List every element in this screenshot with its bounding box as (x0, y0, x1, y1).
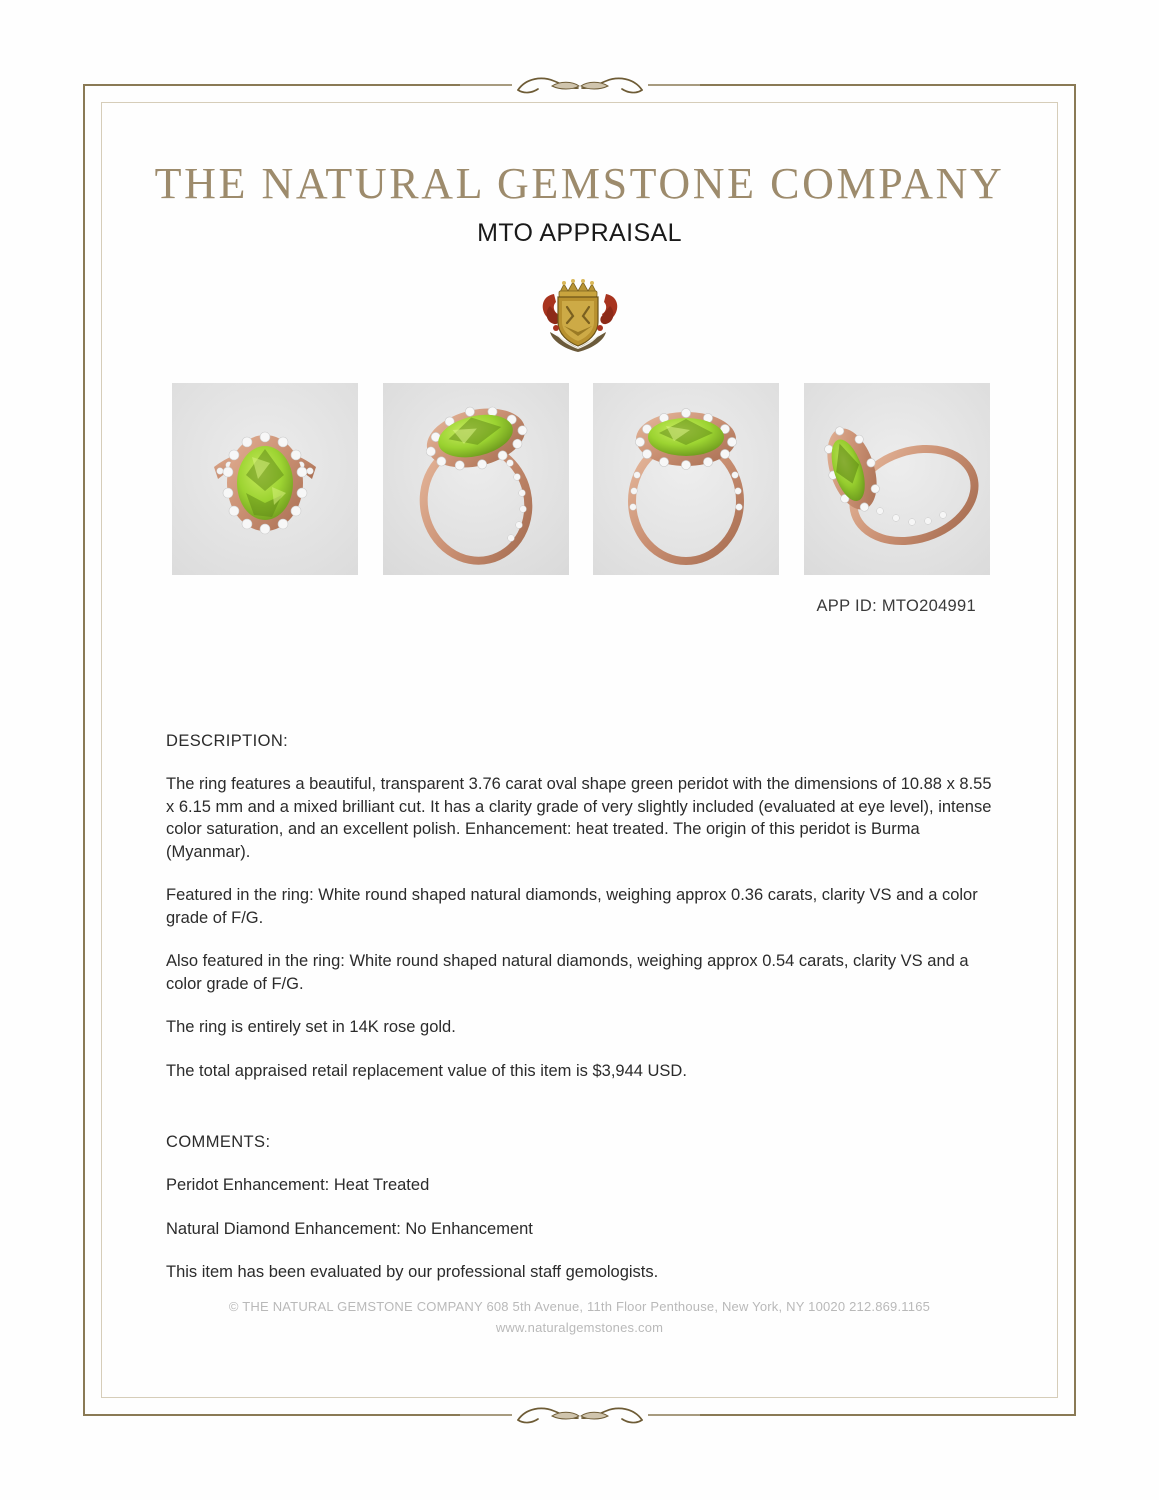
heraldic-crest-icon (534, 276, 626, 354)
appraisal-body (166, 732, 994, 1284)
description-heading: DESCRIPTION: (166, 732, 289, 750)
description-paragraph-gemstone: The ring features a beautiful, transparent 3.76 carat oval shape green peridot with the dimensions of 10.88 x 8.55 x 6.15 mm and a mixed brilliant cut. It has a clarity grade of very slightly included (evaluated at eye level), intense color saturation, and an excellent polish. Enhancement: heat treated. The origin of this peridot is Burma (Myanmar). (166, 775, 992, 861)
ring-top-view-illustration (172, 383, 358, 575)
ring-side-view-illustration (804, 383, 990, 575)
comment-evaluation-note: This item has been evaluated by our professional staff gemologists. (166, 1263, 659, 1281)
comments-heading: COMMENTS: (166, 1133, 271, 1151)
flourish-ornament-icon (460, 1398, 700, 1432)
product-photo-strip (172, 383, 990, 575)
flourish-ornament-icon (460, 68, 700, 102)
description-paragraph-diamonds-secondary: Also featured in the ring: White round shaped natural diamonds, weighing approx 0.54 carats, clarity VS and a color grade of F/G. (166, 952, 969, 993)
comment-peridot-enhancement: Peridot Enhancement: Heat Treated (166, 1176, 430, 1194)
description-paragraph-diamonds-primary: Featured in the ring: White round shaped natural diamonds, weighing approx 0.36 carats, clarity VS and a color grade of F/G. (166, 886, 978, 927)
ring-top-view-photo[interactable] (172, 383, 358, 575)
document-type-title: MTO APPRAISAL (477, 219, 682, 247)
flourish-ornament-top (460, 68, 700, 102)
footer-address-line: © THE NATURAL GEMSTONE COMPANY 608 5th Avenue, 11th Floor Penthouse, New York, NY 10020 212.869.1165 (228, 1299, 931, 1314)
comment-diamond-enhancement: Natural Diamond Enhancement: No Enhancement (166, 1219, 533, 1238)
ring-angled-view-illustration (383, 383, 569, 575)
app-id-label: APP ID: MTO204991 (816, 597, 976, 615)
ring-angled-view-photo[interactable] (383, 383, 569, 575)
footer-website-link[interactable]: www.naturalgemstones.com (495, 1320, 664, 1335)
ring-front-view-illustration (593, 383, 779, 575)
description-paragraph-metal: The ring is entirely set in 14K rose gold. (166, 1018, 456, 1036)
company-crest (534, 276, 626, 354)
page-title: THE NATURAL GEMSTONE COMPANY (154, 159, 1005, 208)
ring-front-view-photo[interactable] (593, 383, 779, 575)
description-paragraph-value: The total appraised retail replacement value of this item is $3,944 USD. (166, 1061, 687, 1080)
flourish-ornament-bottom (460, 1398, 700, 1432)
ring-side-view-photo[interactable] (804, 383, 990, 575)
section-spacer (166, 1103, 994, 1133)
footer (0, 1296, 1159, 1338)
